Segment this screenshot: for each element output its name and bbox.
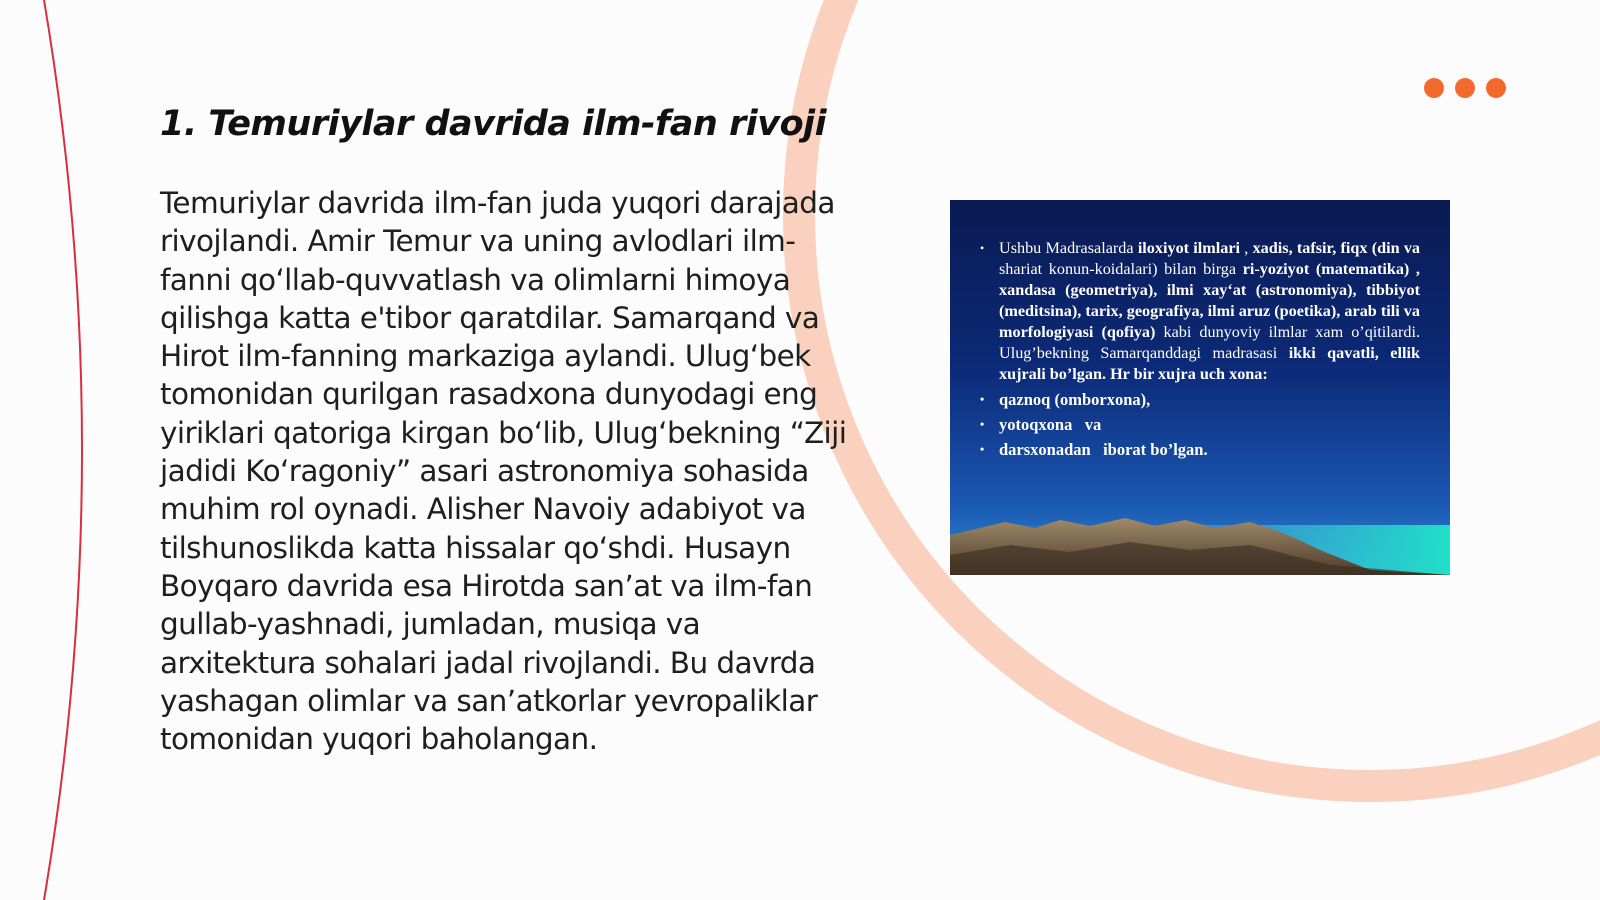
text-segment: , [1240, 239, 1253, 257]
bullet-icon: • [980, 392, 985, 406]
text-segment-bold: iloxiyot ilmlari [1137, 239, 1241, 257]
list-item-text: qaznoq (omborxona), [999, 390, 1151, 409]
list-item [980, 439, 1420, 460]
list-item [980, 414, 1420, 435]
text-segment-bold: ikki qavatli, ellik xujrali bo’lgan. Hr bir xujra uch xona: [999, 344, 1420, 383]
three-dots-icon [1424, 78, 1506, 98]
madrasa-list [980, 238, 1420, 464]
text-segment: shariat konun-koidalari) bilan birga [999, 260, 1243, 278]
list-item-text [999, 239, 1420, 383]
text-segment-bold: xadis, tafsir, fiqx (din va [1252, 239, 1421, 257]
list-item [980, 238, 1420, 385]
madrasa-info-image [950, 200, 1450, 575]
slide-body-text: Temuriylar davrida ilm-fan juda yuqori darajada rivojlandi. Amir Temur va uning avlodlari ilm-fanni qo‘llab-quvvatlash va olimlarni himoya qilishga katta e'tibor qaratdilar. Samarqand va Hirot ilm-fanning markaziga aylandi. Ulug‘bek tomonidan qurilgan rasadxona dunyodagi eng yiriklari qatoriga kirgan bo‘lib, Ulug‘bekning “Ziji jadidi Ko‘ragoniy” asari astronomiya sohasida muhim rol oynadi. Alisher Navoiy adabiyot va tilshunoslikda katta hissalar qo‘shdi. Husayn Boyqaro davrida esa Hirotda san’at va ilm-fan gullab-yashnadi, jumladan, musiqa va arxitektura sohalari jadal rivojlandi. Bu davrda yashagan olimlar va san’atkorlar yevropaliklar tomonidan yuqori baholangan. [160, 186, 847, 757]
dot-icon [1424, 78, 1444, 98]
list-item-text: yotoqxona va [999, 415, 1102, 434]
bullet-icon: • [980, 442, 985, 456]
slide-title: 1. Temuriylar davrida ilm-fan rivoji [160, 104, 827, 144]
bullet-icon: • [980, 417, 985, 431]
bullet-icon: • [980, 241, 985, 255]
list-item-text: darsxonadan iborat bo’lgan. [999, 440, 1208, 459]
text-segment: kabi dunyoviy ilmlar xam o’qitilardi. Ulug’bekning Samarqanddagi madrasasi [999, 323, 1420, 362]
dot-icon [1455, 78, 1475, 98]
text-segment: Ushbu Madrasalarda [999, 239, 1138, 257]
text-segment-bold: ri-yoziyot (matematika) , xandasa (geometriya), ilmi xay‘at (astronomiya), tibbiyot (meditsina), tarix, geografiya, ilmi aruz (poetika), arab tili va morfologiyasi (qofiya) [999, 260, 1420, 341]
dot-icon [1486, 78, 1506, 98]
left-accent-line [44, 0, 82, 900]
list-item [980, 389, 1420, 410]
